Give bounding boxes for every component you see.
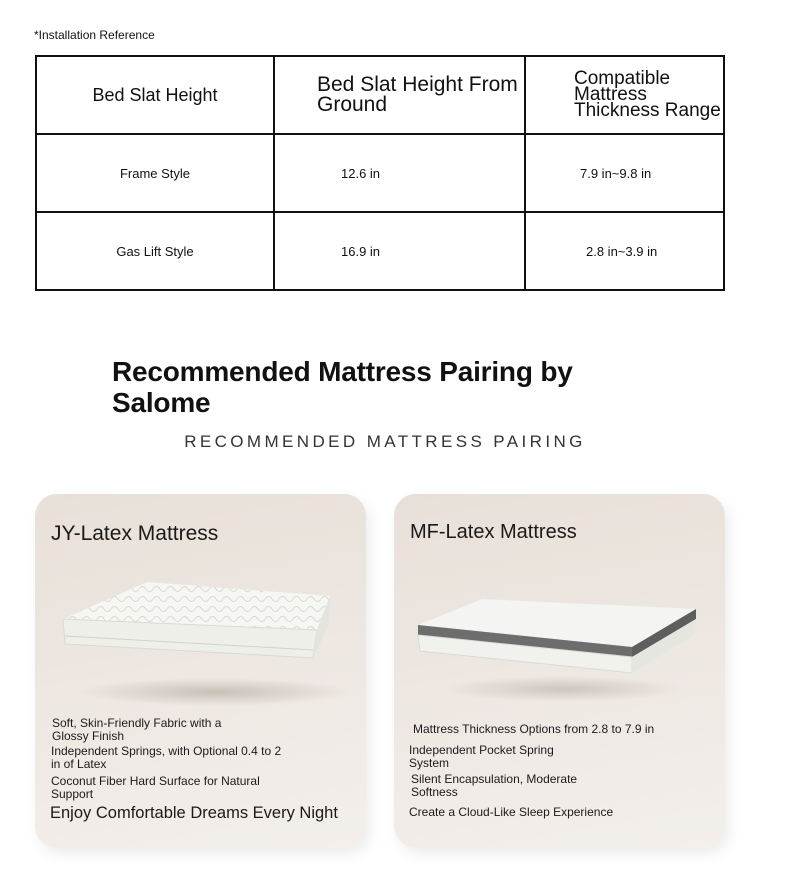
bed-slat-spec-table	[35, 55, 725, 291]
row-frame-style-label: Frame Style	[36, 134, 274, 212]
table-row	[36, 134, 724, 212]
table-header-row	[36, 56, 724, 134]
installation-reference-note: *Installation Reference	[34, 28, 155, 42]
row-frame-style-height: 12.6 in	[274, 134, 525, 212]
table-row	[36, 212, 724, 290]
row-frame-style-thickness: 7.9 in~9.8 in	[525, 134, 724, 212]
mf-latex-mattress-image	[414, 589, 714, 709]
header-bed-slat-height: Bed Slat Height	[36, 56, 274, 134]
header-compatible-thickness: Compatible Mattress Thickness Range	[525, 56, 724, 134]
header-height-from-ground: Bed Slat Height From Ground	[274, 56, 525, 134]
section-subtitle: RECOMMENDED MATTRESS PAIRING	[184, 432, 586, 451]
jy-latex-mattress-image	[55, 574, 355, 709]
card-feature: Soft, Skin-Friendly Fabric with a Glossy Finish	[52, 716, 222, 743]
card-feature: Coconut Fiber Hard Surface for Natural Support	[51, 774, 260, 801]
product-card-jy-latex[interactable]	[35, 494, 366, 848]
card-title: JY-Latex Mattress	[51, 522, 219, 545]
card-feature: Independent Pocket Spring System	[409, 743, 554, 770]
card-title: MF-Latex Mattress	[410, 521, 577, 543]
row-gas-lift-height: 16.9 in	[274, 212, 525, 290]
card-tagline: Create a Cloud-Like Sleep Experience	[409, 805, 614, 819]
card-feature: Independent Springs, with Optional 0.4 to 2 in of Latex	[51, 744, 282, 771]
row-gas-lift-thickness: 2.8 in~3.9 in	[525, 212, 724, 290]
row-gas-lift-label: Gas Lift Style	[36, 212, 274, 290]
card-tagline: Enjoy Comfortable Dreams Every Night	[50, 804, 338, 822]
card-feature: Mattress Thickness Options from 2.8 to 7.9 in	[413, 722, 655, 736]
section-title: Recommended Mattress Pairing by Salome	[112, 356, 573, 418]
card-feature: Silent Encapsulation, Moderate Softness	[411, 772, 578, 799]
product-card-mf-latex[interactable]	[394, 494, 725, 848]
